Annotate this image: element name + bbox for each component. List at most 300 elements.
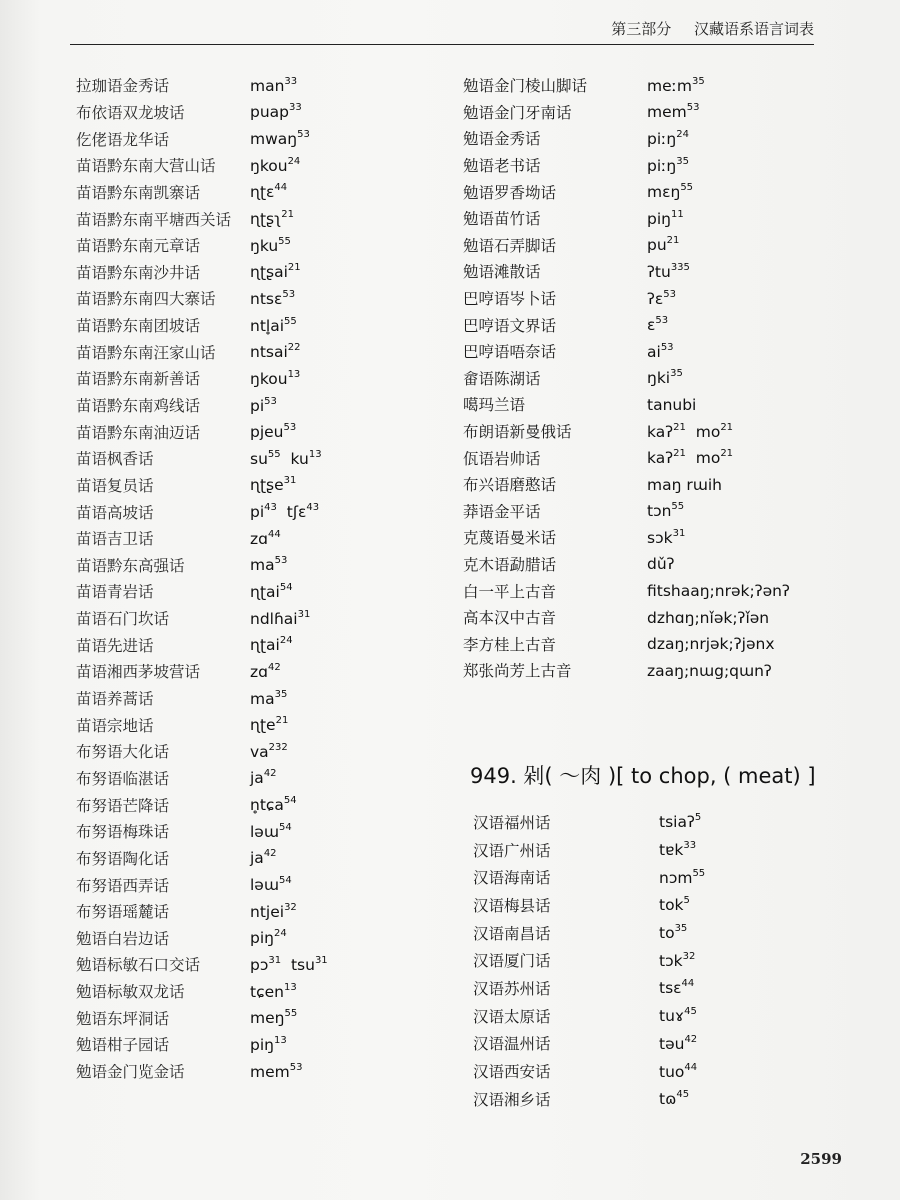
tone-mark: 21	[287, 262, 301, 274]
entry-row	[76, 552, 446, 579]
tone-mark: 55	[671, 501, 685, 513]
transcription	[250, 316, 297, 335]
tone-mark: 54	[283, 795, 297, 807]
entry-row	[463, 471, 843, 498]
language-name: 布兴语磨憨话	[463, 476, 557, 495]
entry-row	[463, 444, 843, 471]
language-name: 苗语石门坎话	[76, 610, 170, 629]
tone-mark: 13	[273, 1034, 287, 1046]
language-name: 布依语双龙坡话	[76, 103, 185, 122]
entry-row	[473, 919, 853, 947]
transcription	[250, 262, 301, 281]
tone-mark: 54	[278, 875, 292, 887]
entry-row	[473, 974, 853, 1002]
transcription	[250, 875, 292, 894]
form-text: zɑ	[250, 529, 268, 548]
form-text: tɷ	[659, 1090, 677, 1109]
entry-row	[76, 152, 446, 179]
entry-row	[463, 285, 843, 312]
entry-row	[463, 498, 843, 525]
tone-mark: 35	[691, 75, 705, 87]
form-text: nɔm	[659, 868, 693, 887]
entry-row	[76, 711, 446, 738]
transcription	[647, 528, 685, 547]
transcription	[647, 156, 689, 175]
tone-mark: 335	[670, 261, 690, 273]
tone-mark: 31	[297, 608, 311, 620]
tone-mark: 35	[674, 923, 688, 935]
form-text: meŋ	[250, 1009, 285, 1028]
language-name: 克木语勐腊话	[463, 555, 557, 574]
transcription	[250, 209, 294, 228]
entry-row	[76, 258, 446, 285]
language-name: 苗语吉卫话	[76, 530, 154, 549]
language-name: 苗语黔东南团坡话	[76, 317, 201, 336]
transcription	[250, 768, 277, 787]
entry-row	[463, 657, 843, 684]
entry-row	[76, 99, 446, 126]
transcription	[659, 840, 696, 859]
entry-row	[463, 72, 843, 99]
form-text: puap	[250, 103, 289, 122]
form-text: piŋ	[647, 209, 671, 228]
form-text: to	[659, 924, 675, 943]
form-text: ʔɛ	[647, 289, 664, 308]
entry-row	[463, 418, 843, 445]
tone-mark: 24	[273, 928, 287, 940]
form-text: təu	[659, 1034, 685, 1053]
language-name: 白一平上古音	[463, 582, 557, 601]
transcription	[250, 422, 296, 441]
tone-mark: 45	[684, 1006, 697, 1018]
entry-row	[473, 1030, 853, 1058]
language-name: 苗语黔东南油迈话	[76, 423, 201, 442]
tone-mark: 35	[676, 155, 689, 167]
language-name: 布努语临湛话	[76, 769, 170, 788]
tone-mark: 13	[287, 368, 301, 380]
entry-row	[473, 1057, 853, 1085]
tone-mark: 53	[289, 1061, 303, 1073]
form-text: piːŋ	[647, 156, 677, 175]
language-name: 畲语陈湖话	[463, 369, 541, 388]
form-text: pɔ	[250, 955, 269, 974]
tone-mark: 53	[686, 102, 700, 114]
transcription	[250, 982, 297, 1001]
form-text: ku	[290, 449, 309, 468]
form-text: dǔʔ	[647, 555, 675, 574]
transcription	[250, 156, 300, 175]
form-text: pjeu	[250, 423, 284, 442]
transcription	[250, 369, 300, 388]
transcription	[250, 582, 293, 601]
language-name: 勉语石弄脚话	[463, 236, 557, 255]
form-text: mo	[695, 422, 721, 441]
transcription	[250, 289, 295, 308]
header-part: 第三部分	[611, 20, 672, 38]
tone-mark: 43	[264, 502, 277, 514]
language-name: 汉语广州话	[473, 841, 551, 860]
form-text: ntl̥ai	[250, 316, 285, 335]
transcription	[647, 315, 668, 334]
tone-mark: 21	[673, 421, 686, 433]
transcription	[647, 289, 676, 308]
entry-row	[76, 445, 446, 472]
language-name: 布努语西弄话	[76, 876, 170, 895]
entry-row	[76, 951, 446, 978]
tone-mark: 42	[267, 661, 281, 673]
transcription	[659, 1034, 697, 1053]
form-text: pi	[250, 503, 265, 522]
tone-mark: 32	[682, 950, 696, 962]
entry-row	[473, 836, 853, 864]
transcription	[659, 868, 705, 887]
entry-row	[76, 898, 446, 925]
entry-row	[463, 205, 843, 232]
transcription	[250, 182, 287, 201]
language-name: 勉语滩散话	[463, 263, 541, 282]
transcription	[250, 76, 297, 95]
language-name: 勉语柑子园话	[76, 1036, 170, 1055]
form-text: ɛ	[647, 316, 656, 335]
language-name: 苗语黔东南元章话	[76, 237, 201, 256]
tone-mark: 21	[673, 448, 686, 460]
transcription	[250, 742, 288, 761]
form-text: mem	[647, 103, 687, 122]
language-name: 苗语黔东南汪家山话	[76, 343, 216, 362]
transcription	[250, 609, 310, 628]
entry-row	[76, 925, 446, 952]
transcription	[659, 1089, 689, 1108]
form-text: kaʔ	[647, 449, 674, 468]
form-text: mɛŋ	[647, 183, 681, 202]
language-name: 勉语标敏双龙话	[76, 983, 185, 1002]
transcription	[250, 635, 293, 654]
language-name: 汉语海南话	[473, 869, 551, 888]
form-text: ma	[250, 689, 275, 708]
form-text: kaʔ	[647, 422, 674, 441]
language-name: 巴哼语唔奈话	[463, 343, 557, 362]
language-name: 苗语黔东南沙井话	[76, 263, 201, 282]
language-name: 布努语陶化话	[76, 849, 170, 868]
language-name: 苗语黔东南新善话	[76, 370, 201, 389]
tone-mark: 44	[684, 1061, 698, 1073]
tone-mark: 55	[284, 315, 297, 327]
entry-row	[76, 498, 446, 525]
form-text: ntsɛ	[250, 289, 283, 308]
form-text: piŋ	[250, 929, 274, 948]
form-text: tɔn	[647, 502, 672, 521]
form-text: piŋ	[250, 1035, 274, 1054]
tone-mark: 21	[720, 421, 734, 433]
transcription	[647, 475, 722, 494]
entry-row	[76, 765, 446, 792]
tone-mark: 31	[314, 954, 328, 966]
tone-mark: 13	[308, 448, 322, 460]
entry-row	[76, 338, 446, 365]
entry-row	[463, 338, 843, 365]
language-name: 勉语白岩边话	[76, 929, 170, 948]
form-text: piːŋ	[647, 129, 677, 148]
language-name: 布努语梅珠话	[76, 823, 170, 842]
language-name: 苗语黔东南凯寨话	[76, 183, 201, 202]
tone-mark: 54	[279, 581, 293, 593]
transcription	[647, 235, 679, 254]
form-text: su	[250, 449, 268, 468]
form-text: ja	[250, 849, 264, 868]
entry-row	[76, 418, 446, 445]
language-name: 汉语西安话	[473, 1063, 551, 1082]
transcription	[647, 608, 769, 627]
transcription	[647, 102, 699, 121]
form-text: ndlɦai	[250, 609, 298, 628]
tone-mark: 55	[692, 867, 706, 879]
entry-row	[463, 125, 843, 152]
tone-mark: 22	[287, 342, 301, 354]
entry-row	[463, 604, 843, 631]
section-heading: 949. 剁( ～肉 )[ to chop, ( meat) ]	[470, 764, 816, 788]
form-text: dzhɑŋ;nǐək;ʔǐən	[647, 608, 770, 627]
form-text: dzaŋ;nrjək;ʔjənx	[647, 635, 775, 654]
language-name: 苗语养蒿话	[76, 690, 154, 709]
entry-row	[76, 205, 446, 232]
tone-mark: 55	[680, 182, 694, 194]
language-name: 汉语太原话	[473, 1007, 551, 1026]
page-number: 2599	[800, 1150, 842, 1168]
tone-mark: 11	[670, 208, 684, 220]
entry-row	[463, 365, 843, 392]
transcription	[647, 554, 675, 573]
transcription	[250, 129, 310, 148]
form-text: ləɯ	[250, 876, 279, 895]
transcription	[250, 795, 297, 814]
tone-mark: 35	[670, 368, 683, 380]
entry-row	[76, 1004, 446, 1031]
entry-row	[76, 525, 446, 552]
entry-row	[473, 891, 853, 919]
transcription	[647, 368, 683, 387]
language-name: 汉语温州话	[473, 1035, 551, 1054]
form-text: tuo	[659, 1062, 685, 1081]
form-text: fitshaaŋ;nrək;ʔənʔ	[647, 582, 790, 601]
transcription	[250, 236, 291, 255]
tone-mark: 21	[275, 715, 289, 727]
entry-row	[76, 1031, 446, 1058]
entry-row	[463, 152, 843, 179]
tone-mark: 42	[263, 768, 277, 780]
form-text: mem	[250, 1062, 290, 1081]
entry-row	[463, 99, 843, 126]
language-name: 汉语苏州话	[473, 979, 551, 998]
entry-row	[473, 1002, 853, 1030]
tone-mark: 55	[284, 1008, 298, 1020]
language-name: 布努语大化话	[76, 743, 170, 762]
language-name: 佤语岩帅话	[463, 449, 541, 468]
language-name: 勉语苗竹话	[463, 210, 541, 229]
transcription	[250, 662, 281, 681]
entry-row	[473, 863, 853, 891]
form-text: mwaŋ	[250, 130, 298, 149]
left-column	[76, 72, 446, 1084]
entry-row	[76, 72, 446, 99]
entry-row	[76, 871, 446, 898]
form-text: tɕen	[250, 982, 284, 1001]
entry-row	[76, 312, 446, 339]
tone-mark: 55	[267, 448, 281, 460]
transcription	[659, 895, 690, 914]
transcription	[250, 475, 296, 494]
tone-mark: 53	[264, 395, 277, 407]
entry-row	[463, 391, 843, 418]
transcription	[250, 715, 288, 734]
entry-row	[463, 311, 843, 338]
tone-mark: 24	[287, 155, 301, 167]
language-name: 布朗语新曼俄话	[463, 423, 572, 442]
language-name: 苗语枫香话	[76, 450, 154, 469]
entry-row	[76, 631, 446, 658]
transcription	[250, 555, 287, 574]
transcription	[659, 1006, 697, 1025]
entry-row	[76, 125, 446, 152]
entry-row	[463, 524, 843, 551]
entry-row	[76, 232, 446, 259]
language-name: 巴哼语文界话	[463, 316, 557, 335]
language-name: 勉语罗香坳话	[463, 183, 557, 202]
form-text: tok	[659, 896, 684, 915]
tone-mark: 21	[720, 448, 734, 460]
entry-row	[76, 978, 446, 1005]
entry-row	[76, 365, 446, 392]
tone-mark: 55	[278, 235, 291, 247]
language-name: 汉语湘乡话	[473, 1090, 551, 1109]
language-name: 苗语先进话	[76, 636, 154, 655]
tone-mark: 5	[694, 812, 702, 824]
transcription	[250, 1062, 302, 1081]
entry-row	[76, 578, 446, 605]
entry-row	[76, 605, 446, 632]
entry-row	[473, 1085, 853, 1113]
form-text: sɔk	[647, 528, 673, 547]
form-text: tsu	[290, 955, 315, 974]
language-name: 勉语东坪洞话	[76, 1009, 170, 1028]
transcription	[647, 422, 733, 441]
transcription	[659, 951, 695, 970]
form-text: ŋku	[250, 236, 279, 255]
tone-mark: 54	[278, 821, 292, 833]
tone-mark: 33	[284, 75, 298, 87]
transcription	[659, 1062, 697, 1081]
tone-mark: 33	[289, 102, 302, 114]
tone-mark: 35	[274, 688, 288, 700]
transcription	[250, 1035, 287, 1054]
tone-mark: 31	[283, 475, 297, 487]
tone-mark: 53	[660, 341, 674, 353]
language-name: 汉语南昌话	[473, 924, 551, 943]
form-text: ɳʈʂe	[250, 476, 284, 495]
transcription	[250, 102, 302, 121]
language-name: 苗语宗地话	[76, 716, 154, 735]
language-name: 苗语湘西茅坡营话	[76, 663, 201, 682]
language-name: 苗语黔东南鸡线话	[76, 397, 201, 415]
form-text: ai	[647, 342, 661, 361]
form-text: ɳʈʂʅ	[250, 210, 282, 229]
entry-row	[463, 630, 843, 657]
transcription	[647, 76, 705, 95]
transcription	[647, 209, 684, 228]
tone-mark: 232	[268, 741, 288, 753]
language-name: 巴哼语岑卜话	[463, 290, 557, 309]
transcription	[659, 978, 694, 997]
transcription	[647, 262, 690, 281]
entry-row	[76, 791, 446, 818]
entry-row	[463, 232, 843, 259]
transcription	[647, 634, 775, 653]
transcription	[647, 448, 733, 467]
tone-mark: 24	[676, 128, 689, 140]
form-text: va	[250, 742, 269, 761]
transcription	[250, 529, 281, 548]
tone-mark: 44	[274, 182, 288, 194]
entry-row	[76, 685, 446, 712]
entry-row	[76, 179, 446, 206]
form-text: zaaŋ;nɯg;qɯnʔ	[647, 661, 772, 680]
right-column	[463, 72, 843, 684]
form-text: pi	[250, 396, 265, 415]
tone-mark: 53	[283, 422, 297, 434]
header-title: 汉藏语系语言词表	[693, 20, 814, 38]
entry-row	[76, 1058, 446, 1085]
form-text: meːm	[647, 76, 692, 95]
tone-mark: 45	[676, 1089, 690, 1101]
form-text: tsɛ	[659, 979, 682, 998]
form-text: ntjei	[250, 902, 285, 921]
section-entries	[473, 808, 853, 1113]
language-name: 苗语青岩话	[76, 583, 154, 602]
entry-row	[473, 946, 853, 974]
form-text: ɳʈe	[250, 716, 276, 735]
transcription	[250, 502, 319, 521]
transcription	[647, 129, 689, 148]
language-name: 布努语芒降话	[76, 796, 170, 815]
entry-row	[463, 258, 843, 285]
transcription	[647, 342, 674, 361]
entry-row	[473, 808, 853, 836]
tone-mark: 42	[684, 1033, 698, 1045]
language-name: 莽语金平话	[463, 502, 541, 521]
form-text: ɳʈai	[250, 636, 280, 655]
language-name: 勉语金门棱山脚话	[463, 77, 588, 96]
tone-mark: 31	[268, 954, 282, 966]
language-name: 李方桂上古音	[463, 635, 557, 654]
form-text: ɳʈʂai	[250, 263, 288, 282]
transcription	[250, 396, 277, 415]
language-name: 布努语瑶麓话	[76, 903, 170, 922]
transcription	[647, 501, 684, 520]
language-name: 勉语老书话	[463, 157, 541, 176]
entry-row	[76, 738, 446, 765]
tone-mark: 42	[263, 848, 277, 860]
tone-mark: 53	[274, 555, 288, 567]
language-name: 克蔑语曼米话	[463, 529, 557, 548]
entry-row	[463, 551, 843, 578]
form-text: ma	[250, 556, 275, 575]
tone-mark: 31	[672, 527, 686, 539]
transcription	[250, 848, 277, 867]
language-name: 高本汉中古音	[463, 609, 557, 628]
form-text: ntsai	[250, 343, 288, 362]
transcription	[250, 822, 292, 841]
language-name: 汉语梅县话	[473, 896, 551, 915]
tone-mark: 24	[279, 635, 293, 647]
